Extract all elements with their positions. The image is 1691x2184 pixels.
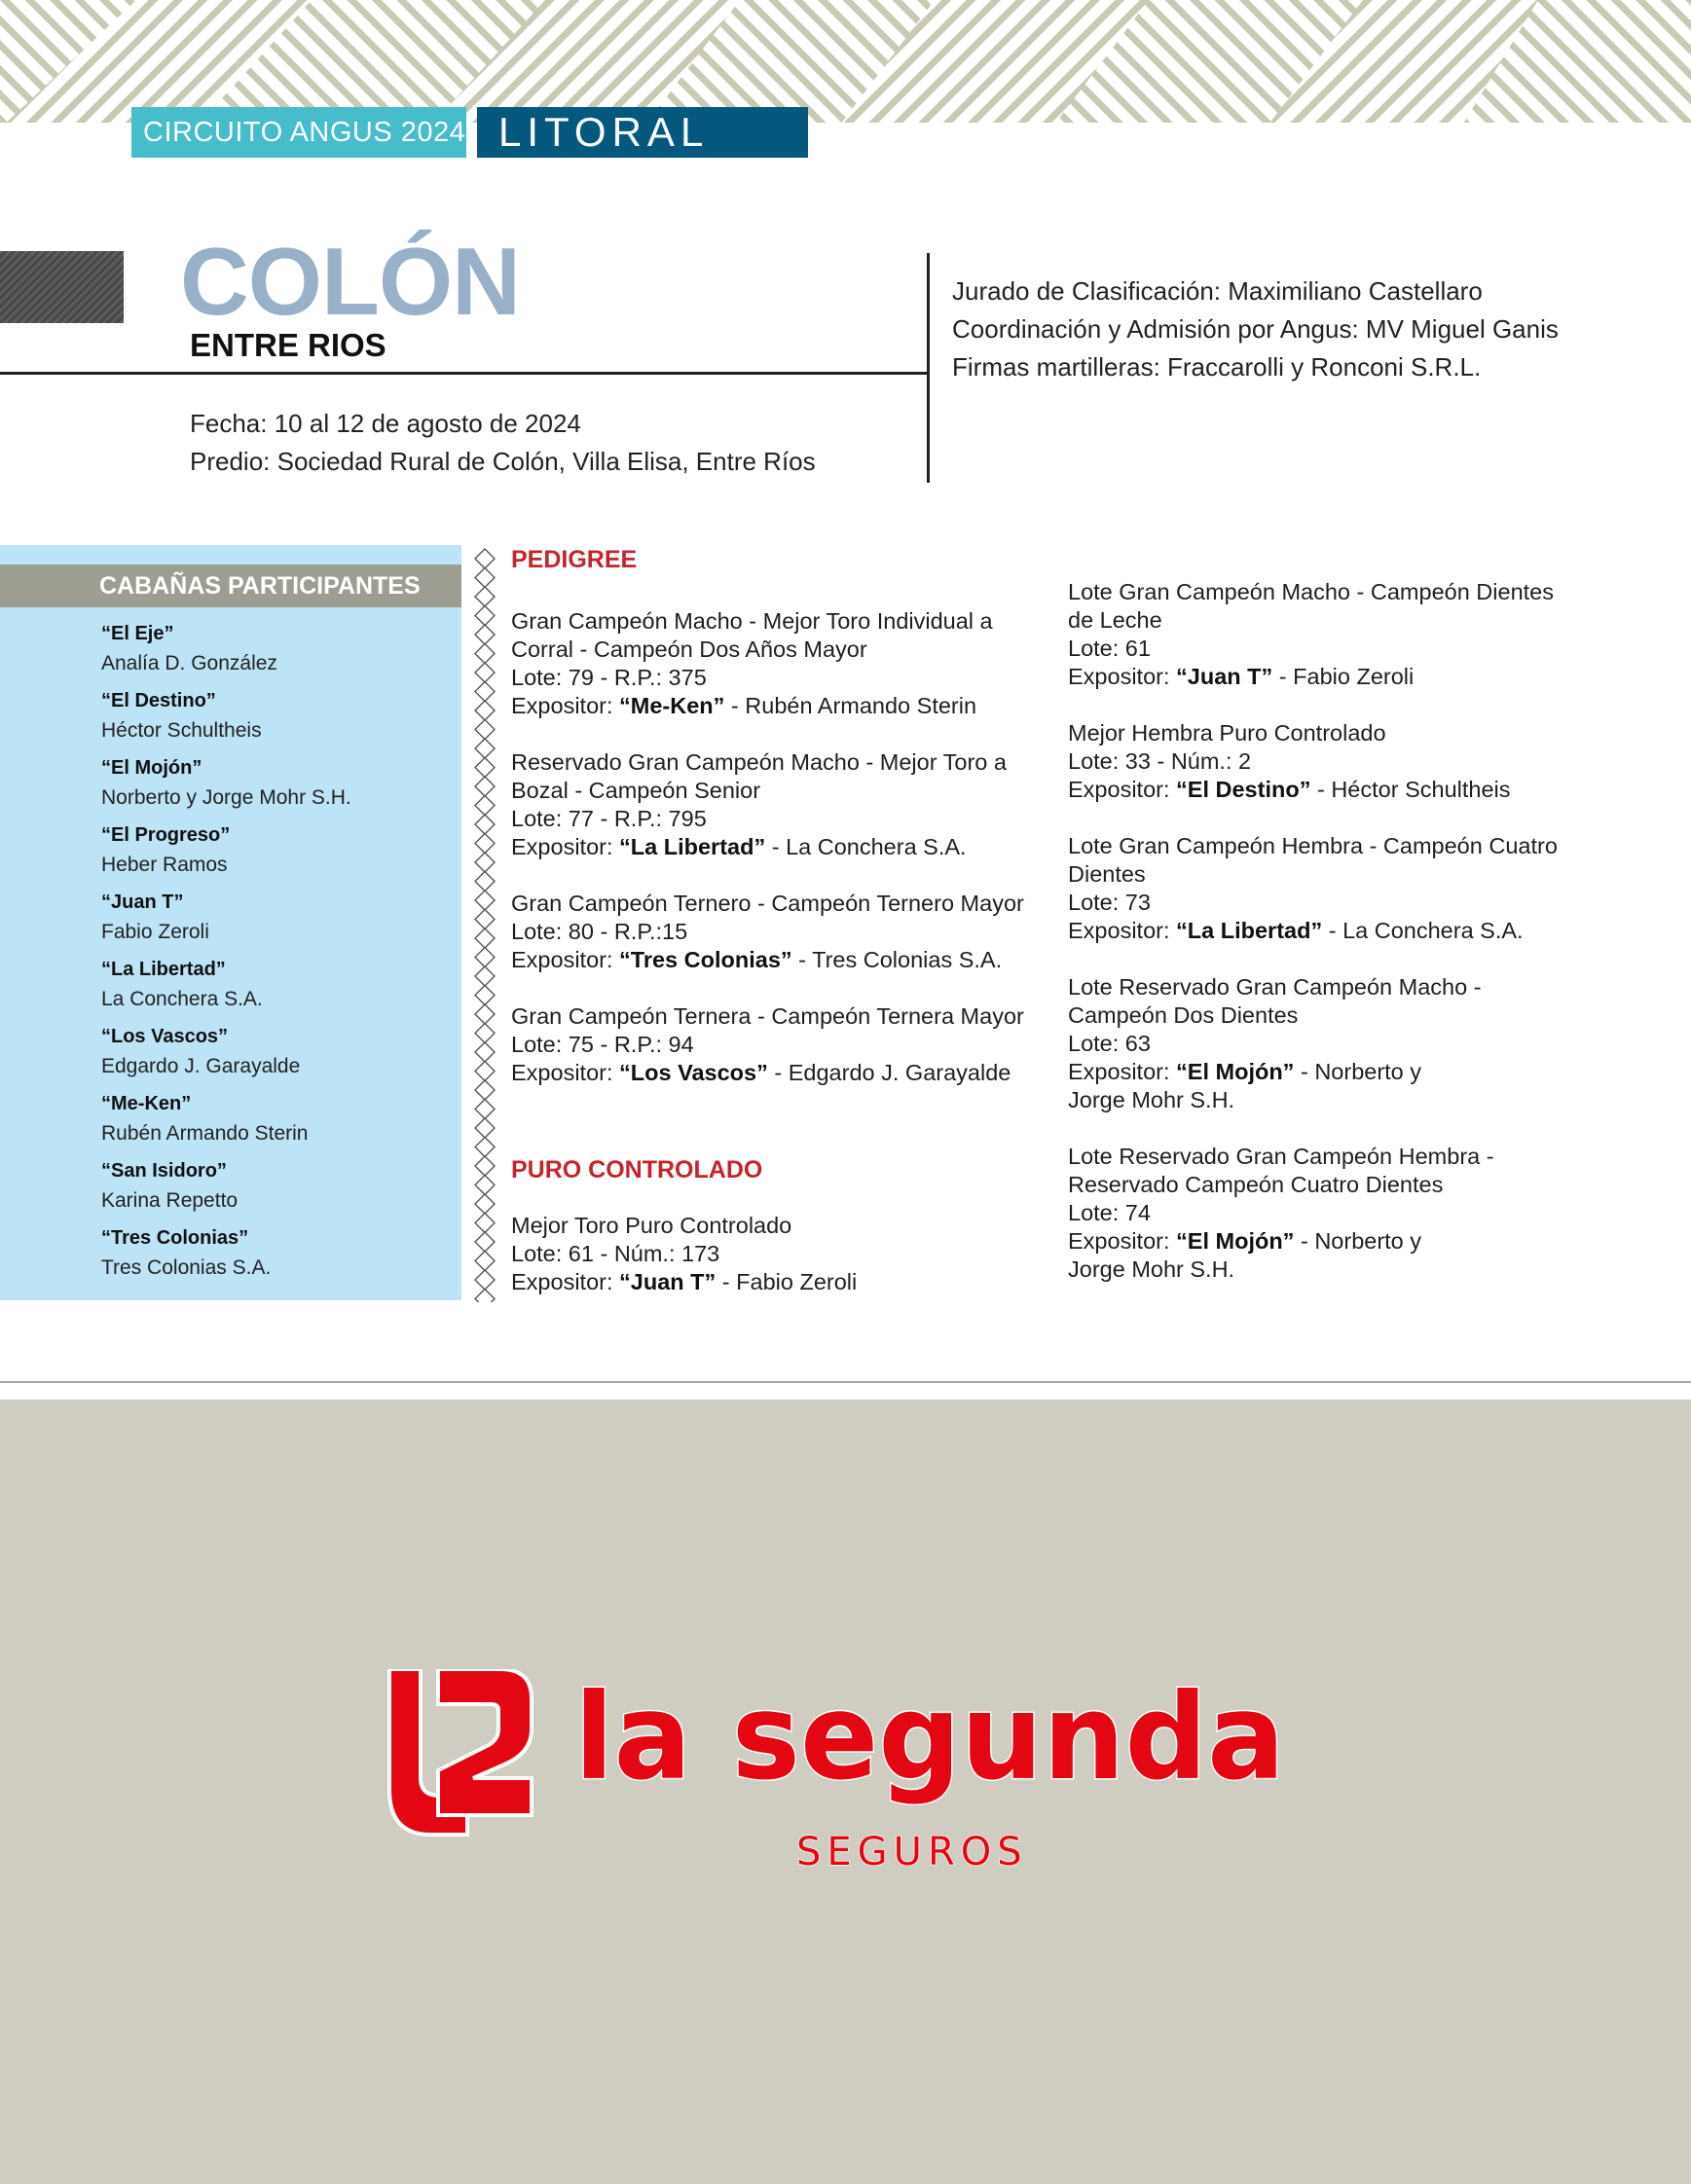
cabana-owner: Norberto y Jorge Mohr S.H. bbox=[101, 786, 351, 809]
diamond-ornament bbox=[475, 1080, 495, 1100]
cabana-owner: Tres Colonias S.A. bbox=[101, 1256, 272, 1279]
exhibitor-line bbox=[511, 692, 1024, 720]
event-info bbox=[190, 405, 816, 481]
diamond-ornament bbox=[475, 966, 495, 986]
cabanas-title: CABAÑAS PARTICIPANTES bbox=[0, 564, 461, 607]
exhibitor-owner: - Tres Colonias S.A. bbox=[791, 947, 1003, 972]
cabana-owner: Analía D. González bbox=[101, 652, 277, 674]
diamond-ornament bbox=[475, 682, 495, 702]
cabana-owner: Fabio Zeroli bbox=[101, 921, 209, 943]
cabana-name: “Me-Ken” bbox=[101, 1093, 192, 1114]
exhibitor-label: Expositor: bbox=[1068, 777, 1177, 802]
award-line: Lote Gran Campeón Macho - Campeón Dientes bbox=[1068, 579, 1554, 604]
award-line: Dientes bbox=[1068, 861, 1146, 887]
event-date: Fecha: 10 al 12 de agosto de 2024 bbox=[190, 409, 581, 438]
diamond-ornament bbox=[475, 1176, 495, 1195]
diamond-ornament bbox=[475, 1232, 495, 1252]
cabana-owner: La Conchera S.A. bbox=[101, 988, 263, 1010]
diamond-ornament bbox=[475, 701, 495, 720]
cabana-item bbox=[101, 1156, 351, 1223]
award-line: Lote Gran Campeón Hembra - Campeón Cuatro bbox=[1068, 833, 1558, 858]
cabana-name: “Los Vascos” bbox=[101, 1026, 229, 1047]
auctioneers-line: Firmas martilleras: Fraccarolli y Ronconi S.R.L. bbox=[952, 352, 1482, 382]
cabana-name: “El Progreso” bbox=[101, 824, 231, 846]
exhibitor-owner: - La Conchera S.A. bbox=[1322, 918, 1524, 943]
award-line: Bozal - Campeón Senior bbox=[511, 778, 761, 803]
exhibitor-owner: - Rubén Armando Sterin bbox=[724, 693, 977, 718]
diamond-ornament bbox=[475, 1062, 495, 1081]
exhibitor-label: Expositor: bbox=[1068, 664, 1177, 689]
pedigree-awards bbox=[511, 607, 1024, 1115]
la-segunda-emblem-icon bbox=[389, 1669, 532, 1835]
province-subtitle: ENTRE RIOS bbox=[190, 327, 386, 363]
award-entry bbox=[511, 607, 1024, 720]
diamond-ornament bbox=[475, 739, 495, 758]
exhibitor-owner: - Norberto y bbox=[1294, 1059, 1422, 1084]
cabana-name: “Juan T” bbox=[101, 892, 184, 913]
cabana-owner: Edgardo J. Garayalde bbox=[101, 1055, 301, 1077]
jury-line: Jurado de Clasificación: Maximiliano Castellaro bbox=[952, 276, 1483, 306]
diamond-ornament bbox=[475, 625, 495, 644]
cabana-name: “Tres Colonias” bbox=[101, 1227, 249, 1249]
award-line: Mejor Toro Puro Controlado bbox=[511, 1213, 792, 1238]
exhibitor-owner: - Edgardo J. Garayalde bbox=[767, 1060, 1011, 1085]
footer-divider bbox=[0, 1381, 1691, 1383]
award-entry bbox=[1068, 719, 1558, 804]
exhibitor-cabana: “Juan T” bbox=[619, 1269, 717, 1294]
right-column-awards bbox=[1068, 578, 1558, 1312]
exhibitor-owner: - La Conchera S.A. bbox=[765, 834, 967, 859]
diamond-ornament bbox=[475, 853, 495, 872]
award-line: Lote: 79 - R.P.: 375 bbox=[511, 665, 707, 690]
award-line: de Leche bbox=[1068, 607, 1162, 633]
diamond-ornament bbox=[475, 1138, 495, 1157]
diamond-ornament bbox=[475, 1194, 495, 1214]
diamond-ornament bbox=[475, 891, 495, 910]
cabana-item bbox=[101, 888, 351, 955]
exhibitor-cabana: “Tres Colonias” bbox=[619, 947, 792, 972]
cabana-item bbox=[101, 619, 351, 686]
diamond-ornament bbox=[475, 910, 495, 929]
exhibitor-label: Expositor: bbox=[1068, 918, 1177, 943]
diamond-ornament bbox=[475, 1004, 495, 1024]
brand-tagline: SEGUROS bbox=[796, 1830, 1028, 1875]
exhibitor-owner-continued: Jorge Mohr S.H. bbox=[1068, 1256, 1235, 1282]
diamond-ornament bbox=[475, 720, 495, 740]
exhibitor-line bbox=[511, 946, 1024, 974]
exhibitor-cabana: “Juan T” bbox=[1176, 664, 1273, 689]
exhibitor-cabana: “El Mojón” bbox=[1176, 1228, 1295, 1254]
diamond-ornament bbox=[475, 815, 495, 834]
award-line: Reservado Campeón Cuatro Dientes bbox=[1068, 1172, 1444, 1197]
cabana-item bbox=[101, 1089, 351, 1156]
diamond-ornament bbox=[475, 834, 495, 854]
award-entry bbox=[1068, 832, 1558, 945]
diamond-ornament bbox=[475, 928, 495, 948]
cabana-name: “El Eje” bbox=[101, 623, 174, 644]
award-entry bbox=[1068, 1143, 1558, 1284]
cabana-item bbox=[101, 686, 351, 753]
coordination-line: Coordinación y Admisión por Angus: MV Miguel Ganis bbox=[952, 314, 1559, 344]
award-line: Lote Reservado Gran Campeón Macho - bbox=[1068, 974, 1482, 1000]
exhibitor-owner: - Fabio Zeroli bbox=[716, 1269, 858, 1294]
exhibitor-owner: - Norberto y bbox=[1294, 1228, 1422, 1254]
exhibitor-label: Expositor: bbox=[511, 834, 620, 859]
diamond-ornament bbox=[475, 1252, 495, 1271]
exhibitor-owner: - Fabio Zeroli bbox=[1272, 664, 1415, 689]
exhibitor-cabana: “Me-Ken” bbox=[619, 693, 725, 718]
cabana-name: “La Libertad” bbox=[101, 959, 226, 980]
cabana-owner: Karina Repetto bbox=[101, 1189, 239, 1212]
brand-wordmark: la segunda bbox=[574, 1669, 1285, 1806]
exhibitor-line bbox=[511, 1059, 1024, 1087]
award-entry bbox=[1068, 578, 1558, 691]
award-entry bbox=[511, 1212, 857, 1296]
diamond-ornament bbox=[475, 986, 495, 1005]
exhibitor-cabana: “La Libertad” bbox=[1176, 918, 1323, 943]
diamond-ornament bbox=[475, 587, 495, 606]
exhibitor-line bbox=[511, 1268, 857, 1296]
exhibitor-line bbox=[1068, 663, 1558, 691]
award-line: Gran Campeón Macho - Mejor Toro Individual a bbox=[511, 608, 993, 634]
header-divider bbox=[0, 372, 928, 375]
exhibitor-label: Expositor: bbox=[511, 1269, 620, 1294]
cabana-name: “San Isidoro” bbox=[101, 1160, 227, 1182]
diamond-ornament bbox=[475, 948, 495, 967]
award-line: Lote: 63 bbox=[1068, 1031, 1151, 1056]
award-line: Campeón Dos Dientes bbox=[1068, 1002, 1299, 1028]
cabana-owner: Heber Ramos bbox=[101, 854, 228, 876]
cabana-owner: Rubén Armando Sterin bbox=[101, 1122, 309, 1145]
diamond-ornament bbox=[475, 644, 495, 664]
award-entry bbox=[511, 748, 1024, 861]
decorative-gray-block bbox=[0, 251, 124, 323]
diamond-ornament bbox=[475, 1042, 495, 1062]
exhibitor-label: Expositor: bbox=[511, 1060, 620, 1085]
diamond-ornament bbox=[475, 1290, 495, 1303]
la-segunda-logo bbox=[380, 1669, 1305, 1883]
diamond-ornament bbox=[475, 872, 495, 892]
award-line: Corral - Campeón Dos Años Mayor bbox=[511, 637, 867, 662]
cabana-item bbox=[101, 1223, 351, 1291]
award-line: Lote: 75 - R.P.: 94 bbox=[511, 1032, 694, 1057]
award-line: Gran Campeón Ternero - Campeón Ternero Mayor bbox=[511, 891, 1024, 916]
award-entry bbox=[511, 890, 1024, 974]
diamond-ornament bbox=[475, 1100, 495, 1119]
exhibitor-line bbox=[1068, 1058, 1558, 1086]
award-line: Gran Campeón Ternera - Campeón Ternera Mayor bbox=[511, 1003, 1024, 1029]
section-title-pedigree: PEDIGREE bbox=[511, 546, 638, 573]
diamond-ornament bbox=[475, 758, 495, 778]
exhibitor-line bbox=[1068, 917, 1558, 945]
cabana-name: “El Destino” bbox=[101, 690, 216, 711]
diamond-ornament bbox=[475, 777, 495, 796]
diamond-ornament bbox=[475, 1214, 495, 1233]
city-title: COLÓN bbox=[180, 228, 520, 335]
exhibitor-owner: - Héctor Schultheis bbox=[1310, 777, 1511, 802]
diamond-ornament bbox=[475, 663, 495, 682]
award-entry bbox=[511, 1002, 1024, 1087]
cabana-owner: Héctor Schultheis bbox=[101, 719, 262, 742]
diamond-ornament bbox=[475, 568, 495, 588]
diamond-divider-column bbox=[469, 547, 500, 1302]
exhibitor-label: Expositor: bbox=[1068, 1228, 1177, 1254]
exhibitor-line bbox=[511, 833, 1024, 861]
award-line: Lote: 74 bbox=[1068, 1200, 1151, 1225]
award-line: Lote: 61 - Núm.: 173 bbox=[511, 1241, 720, 1266]
jury-info bbox=[952, 273, 1559, 386]
cabana-item bbox=[101, 1022, 351, 1089]
exhibitor-owner-continued: Jorge Mohr S.H. bbox=[1068, 1087, 1235, 1112]
exhibitor-cabana: “El Mojón” bbox=[1176, 1059, 1295, 1084]
exhibitor-cabana: “La Libertad” bbox=[619, 834, 766, 859]
diamond-ornament bbox=[475, 796, 495, 816]
diamond-ornament bbox=[475, 1270, 495, 1290]
award-line: Mejor Hembra Puro Controlado bbox=[1068, 720, 1386, 746]
circuit-tag: CIRCUITO ANGUS 2024 bbox=[131, 107, 466, 158]
puro-controlado-awards bbox=[511, 1212, 857, 1325]
region-tag: LITORAL bbox=[477, 107, 808, 158]
exhibitor-cabana: “Los Vascos” bbox=[619, 1060, 768, 1085]
exhibitor-line bbox=[1068, 776, 1558, 804]
diamond-ornament bbox=[475, 1118, 495, 1138]
cabana-item bbox=[101, 753, 351, 820]
exhibitor-label: Expositor: bbox=[1068, 1059, 1177, 1084]
cabanas-sidebar bbox=[0, 545, 461, 1300]
cabana-item bbox=[101, 955, 351, 1022]
vertical-divider bbox=[927, 253, 930, 483]
exhibitor-cabana: “El Destino” bbox=[1176, 777, 1311, 802]
section-title-puro-controlado: PURO CONTROLADO bbox=[511, 1156, 763, 1183]
cabana-name: “El Mojón” bbox=[101, 757, 202, 779]
diamond-ornament bbox=[475, 1024, 495, 1043]
award-line: Lote Reservado Gran Campeón Hembra - bbox=[1068, 1144, 1494, 1169]
award-line: Lote: 80 - R.P.:15 bbox=[511, 919, 688, 944]
diamond-ornament bbox=[475, 606, 495, 626]
award-line: Lote: 61 bbox=[1068, 636, 1151, 661]
award-entry bbox=[1068, 973, 1558, 1114]
exhibitor-label: Expositor: bbox=[511, 693, 620, 718]
award-line: Lote: 77 - R.P.: 795 bbox=[511, 806, 707, 831]
award-line: Lote: 73 bbox=[1068, 890, 1151, 915]
cabanas-list bbox=[101, 619, 351, 1291]
cabana-item bbox=[101, 820, 351, 888]
event-venue: Predio: Sociedad Rural de Colón, Villa Elisa, Entre Ríos bbox=[190, 447, 816, 476]
exhibitor-line bbox=[1068, 1227, 1558, 1256]
diamond-ornament bbox=[475, 549, 495, 568]
award-line: Reservado Gran Campeón Macho - Mejor Toro a bbox=[511, 749, 1007, 775]
diamond-ornament bbox=[475, 1156, 495, 1176]
exhibitor-label: Expositor: bbox=[511, 947, 620, 972]
award-line: Lote: 33 - Núm.: 2 bbox=[1068, 748, 1252, 774]
